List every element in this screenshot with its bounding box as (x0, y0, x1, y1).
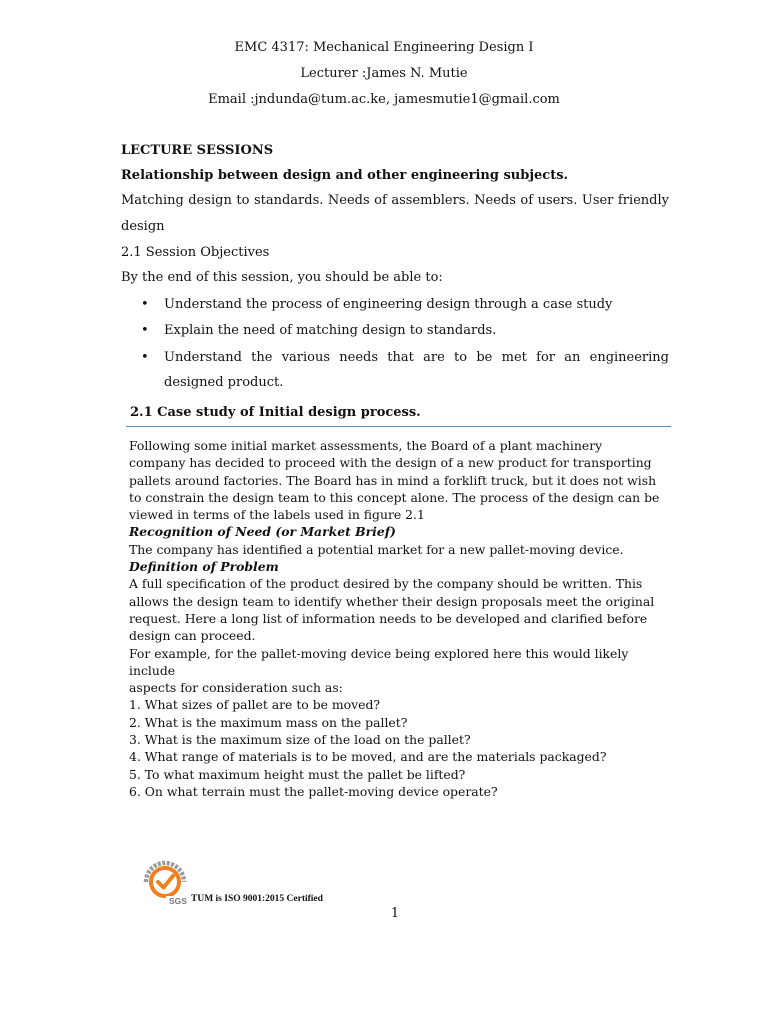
case-study-line: For example, for the pallet-moving device being explored here this would likely (129, 645, 629, 661)
case-study-line: The company has identified a potential market for a new pallet-moving device. (129, 541, 624, 557)
case-study-line: Following some initial market assessments, the Board of a plant machinery (129, 438, 603, 453)
case-study-body (129, 437, 674, 800)
question-item: 2. What is the maximum mass on the pallet? (129, 714, 408, 730)
lecture-sessions-heading: LECTURE SESSIONS (121, 143, 274, 158)
case-study-line: aspects for consideration such as: (129, 680, 343, 696)
case-study-line: to constrain the design team to this concept alone. The process of the design can be (129, 489, 660, 505)
session-topics-line-1: Matching design to standards. Needs of assemblers. Needs of users. User friendly (121, 193, 669, 208)
bullet-marker: • (141, 350, 149, 365)
case-study-heading: 2.1 Case study of Initial design process. (130, 405, 421, 420)
definition-of-problem-subheading: Definition of Problem (129, 559, 279, 575)
objective-item: Understand the various needs that are to be met for an engineering (164, 350, 669, 365)
question-item: 5. To what maximum height must the pallet be lifted? (129, 766, 466, 782)
session-objectives-title: 2.1 Session Objectives (121, 245, 270, 260)
lecturer-email: Email :jndunda@tum.ac.ke, jamesmutie1@gmail.com (208, 92, 560, 107)
case-study-line: viewed in terms of the labels used in figure 2.1 (129, 507, 425, 523)
course-title: EMC 4317: Mechanical Engineering Design I (234, 40, 534, 55)
case-study-line: include (129, 662, 176, 678)
page-number: 1 (390, 906, 400, 921)
objective-item: Explain the need of matching design to standards. (164, 323, 497, 338)
bullet-marker: • (141, 297, 149, 312)
objective-item-continued: designed product. (164, 375, 284, 390)
case-study-line: A full specification of the product desired by the company should be written. This (129, 576, 643, 592)
bullet-marker: • (141, 323, 149, 338)
objective-item: Understand the process of engineering design through a case study (164, 297, 613, 312)
question-item: 1. What sizes of pallet are to be moved? (129, 697, 381, 713)
case-study-line: allows the design team to identify whether their design proposals meet the original (129, 593, 655, 609)
session-topics-line-2: design (121, 219, 165, 234)
session-objectives-intro: By the end of this session, you should be able to: (121, 270, 443, 285)
case-study-line: request. Here a long list of information needs to be developed and clarified before (129, 610, 648, 626)
lecturer-name: Lecturer :James N. Mutie (300, 66, 468, 81)
session-subheading: Relationship between design and other engineering subjects. (121, 168, 569, 183)
question-item: 6. On what terrain must the pallet-moving device operate? (129, 783, 498, 799)
sgs-certification-logo (138, 852, 192, 906)
recognition-of-need-subheading: Recognition of Need (or Market Brief) (129, 524, 396, 540)
case-study-line: company has decided to proceed with the design of a new product for transporting (129, 455, 652, 471)
question-item: 4. What range of materials is to be moved, and are the materials packaged? (129, 749, 607, 765)
heading-divider (126, 426, 671, 427)
case-study-line: design can proceed. (129, 628, 256, 644)
sgs-logo-text: SGS (169, 896, 187, 906)
iso-certification-text: TUM is ISO 9001:2015 Certified (191, 894, 323, 904)
question-item: 3. What is the maximum size of the load on the pallet? (129, 732, 471, 748)
case-study-line: pallets around factories. The Board has in mind a forklift truck, but it does not wish (129, 472, 657, 488)
